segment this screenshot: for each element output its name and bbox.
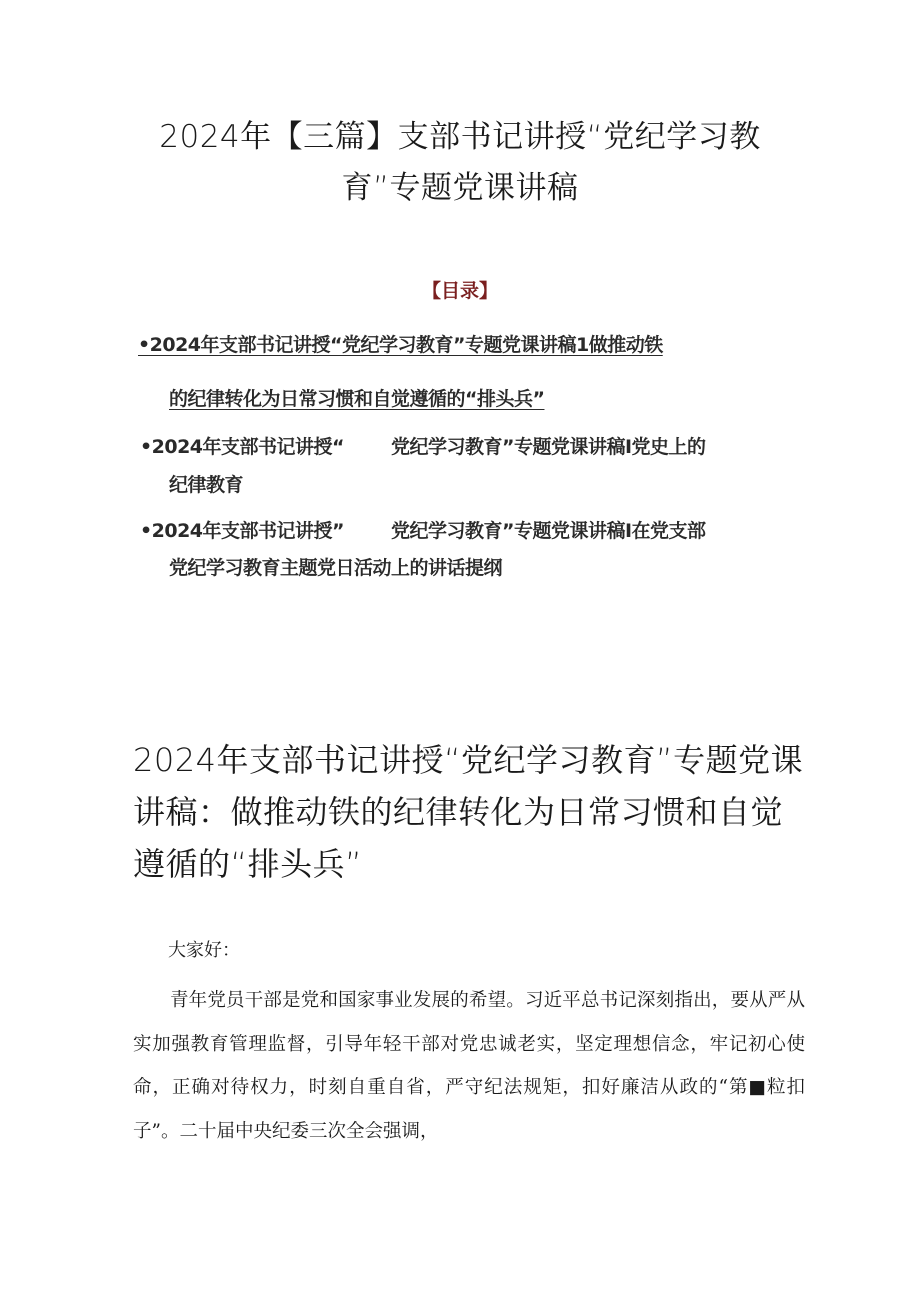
toc-entry-2-line-2[interactable]: 纪律教育 [169, 474, 244, 496]
toc-entry-1-line-2[interactable]: 的纪律转化为日常习惯和自觉遵循的“排头兵” [169, 388, 545, 410]
toc-entry-3-line-2[interactable]: 党纪学习教育主题党日活动上的讲话提纲 [169, 557, 503, 579]
document-title: 2024年【三篇】支部书记讲授“党纪学习教育”专题党课讲稿 [159, 119, 761, 206]
greeting: 大家好： [168, 940, 240, 961]
toc-heading: 【目录】 [421, 280, 498, 302]
toc-entry-2-line-1a[interactable]: •2024年支部书记讲授“ [140, 436, 345, 458]
toc-entry-3-line-1b[interactable]: 党纪学习教育”专题党课讲稿I在党支部 [391, 520, 706, 542]
section-title: 2024年支部书记讲授“党纪学习教育”专题党课讲稿：做推动铁的纪律转化为日常习惯和自觉遵循的“排头兵” [133, 741, 804, 883]
toc-entry-3-line-1a[interactable]: •2024年支部书记讲授” [140, 520, 345, 542]
body-paragraph: 青年党员干部是党和国家事业发展的希望。习近平总书记深刻指出，要从严从实加强教育管理监督，引导年轻干部对党忠诚老实，坚定理想信念，牢记初心使命，正确对待权力，时刻自重自省，严守纪法规矩，扣好廉洁从政的“第■粒扣子”。二十届中央纪委三次全会强调， [133, 990, 805, 1142]
toc-entry-1-line-1[interactable]: •2024年支部书记讲授“党纪学习教育”专题党课讲稿1做推动铁 [138, 334, 663, 356]
toc-entry-2-line-1b[interactable]: 党纪学习教育”专题党课讲稿I党史上的 [391, 436, 706, 458]
